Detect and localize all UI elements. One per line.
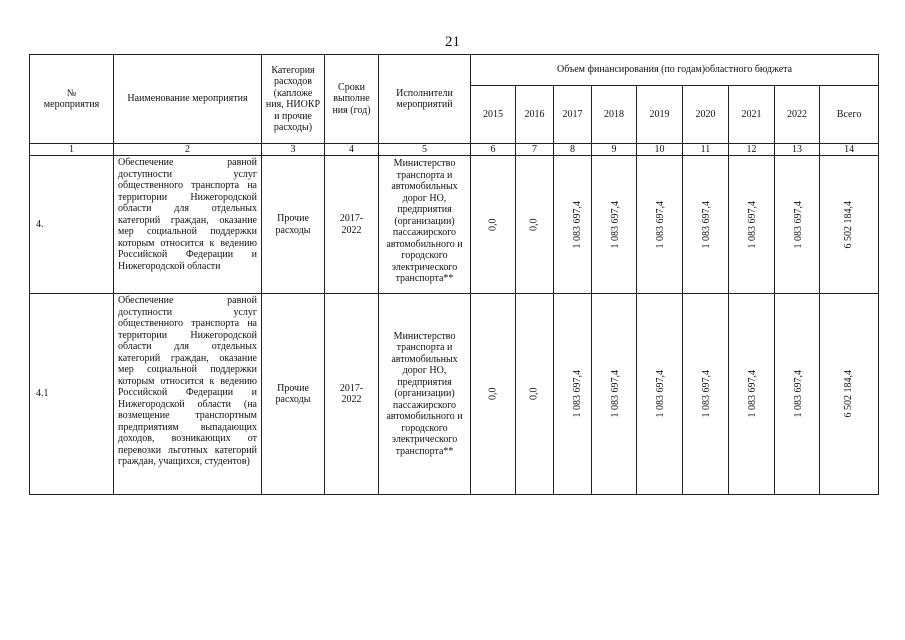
- row-value: [554, 294, 592, 495]
- row-value: [683, 156, 729, 294]
- row-value: [516, 156, 554, 294]
- column-number: 14: [820, 144, 879, 156]
- column-number: 7: [516, 144, 554, 156]
- row-executor: Министерство транспорта и автомобильных дорог НО, предприятия (организации) пассажирского автомобильного и городского электрического транспорта**: [379, 294, 471, 495]
- row-total: [820, 294, 879, 495]
- column-number: 13: [775, 144, 820, 156]
- row-value: [775, 294, 820, 495]
- row-value: [637, 156, 683, 294]
- row-deadline: 2017-2022: [325, 156, 379, 294]
- value-text: 1 083 697,4: [572, 370, 583, 418]
- column-number: 1: [30, 144, 114, 156]
- funding-table: [29, 54, 879, 495]
- column-number: 2: [114, 144, 262, 156]
- total-text: 6 502 184,4: [843, 370, 855, 418]
- column-number: 4: [325, 144, 379, 156]
- header-executors: Исполнители мероприятий: [379, 55, 471, 144]
- header-category: Категория расходов (капложе ния, НИОКР и прочие расходы): [262, 55, 325, 144]
- row-value: [592, 294, 637, 495]
- total-text: 6 502 184,4: [843, 200, 855, 249]
- header-name: Наименование мероприятия: [114, 55, 262, 144]
- row-value: [516, 294, 554, 495]
- column-number: 10: [637, 144, 683, 156]
- row-name: Обеспечение равной доступности услуг общественного транспорта на территории Нижегородской области для отдельных категорий граждан, оказание мер социальной поддержки которым относится к ведению Российской Федерации и Нижегородской области: [114, 156, 262, 294]
- column-number: 3: [262, 144, 325, 156]
- column-number: 6: [471, 144, 516, 156]
- value-text: 1 083 697,4: [655, 370, 666, 418]
- value-text: 0,0: [528, 218, 540, 231]
- table-row: [30, 156, 879, 294]
- row-deadline: 2017-2022: [325, 294, 379, 495]
- row-value: [775, 156, 820, 294]
- value-text: 1 083 697,4: [701, 370, 712, 418]
- value-text: 1 083 697,4: [747, 370, 758, 418]
- value-text: 0,0: [528, 387, 540, 401]
- row-number: 4.1: [30, 294, 114, 495]
- row-number: 4.: [30, 156, 114, 294]
- value-text: 1 083 697,4: [793, 370, 804, 418]
- header-num: № мероприятия: [30, 55, 114, 144]
- row-value: [592, 156, 637, 294]
- header-year: 2015: [471, 86, 516, 144]
- row-value: [729, 294, 775, 495]
- row-value: [471, 156, 516, 294]
- header-year: 2020: [683, 86, 729, 144]
- header-year: 2021: [729, 86, 775, 144]
- row-name: Обеспечение равной доступности услуг общественного транспорта на территории Нижегородской области для отдельных категорий граждан, оказание мер социальной поддержки которым относится к ведению Российской Федерации и Нижегородской области (на возмещение транспортным предприятиям выпадающих доходов, возникающих от перевозки льготных категорий граждан, учащихся, студентов): [114, 294, 262, 495]
- header-year: 2016: [516, 86, 554, 144]
- row-category: Прочие расходы: [262, 156, 325, 294]
- value-text: 1 083 697,4: [793, 200, 804, 249]
- column-number: 9: [592, 144, 637, 156]
- value-text: 1 083 697,4: [655, 200, 666, 249]
- header-funding: Объем финансирования (по годам)областного бюджета: [471, 55, 879, 86]
- column-number: 5: [379, 144, 471, 156]
- header-year: 2018: [592, 86, 637, 144]
- value-text: 0,0: [487, 387, 499, 401]
- page-number: 21: [445, 34, 460, 50]
- value-text: 1 083 697,4: [610, 370, 621, 418]
- table-row: [30, 294, 879, 495]
- row-total: [820, 156, 879, 294]
- row-value: [471, 294, 516, 495]
- value-text: 1 083 697,4: [572, 200, 583, 249]
- column-number: 11: [683, 144, 729, 156]
- header-year: 2017: [554, 86, 592, 144]
- column-number: 12: [729, 144, 775, 156]
- value-text: 0,0: [487, 218, 499, 231]
- header-year: 2022: [775, 86, 820, 144]
- value-text: 1 083 697,4: [747, 200, 758, 249]
- row-executor: Министерство транспорта и автомобильных дорог НО, предприятия (организации) пассажирского автомобильного и городского электрического транспорта**: [379, 156, 471, 294]
- row-value: [729, 156, 775, 294]
- row-value: [683, 294, 729, 495]
- header-total: Всего: [820, 86, 879, 144]
- header-deadline: Сроки выполне ния (год): [325, 55, 379, 144]
- value-text: 1 083 697,4: [701, 200, 712, 249]
- row-category: Прочие расходы: [262, 294, 325, 495]
- column-number: 8: [554, 144, 592, 156]
- value-text: 1 083 697,4: [610, 200, 621, 249]
- row-value: [554, 156, 592, 294]
- header-year: 2019: [637, 86, 683, 144]
- row-value: [637, 294, 683, 495]
